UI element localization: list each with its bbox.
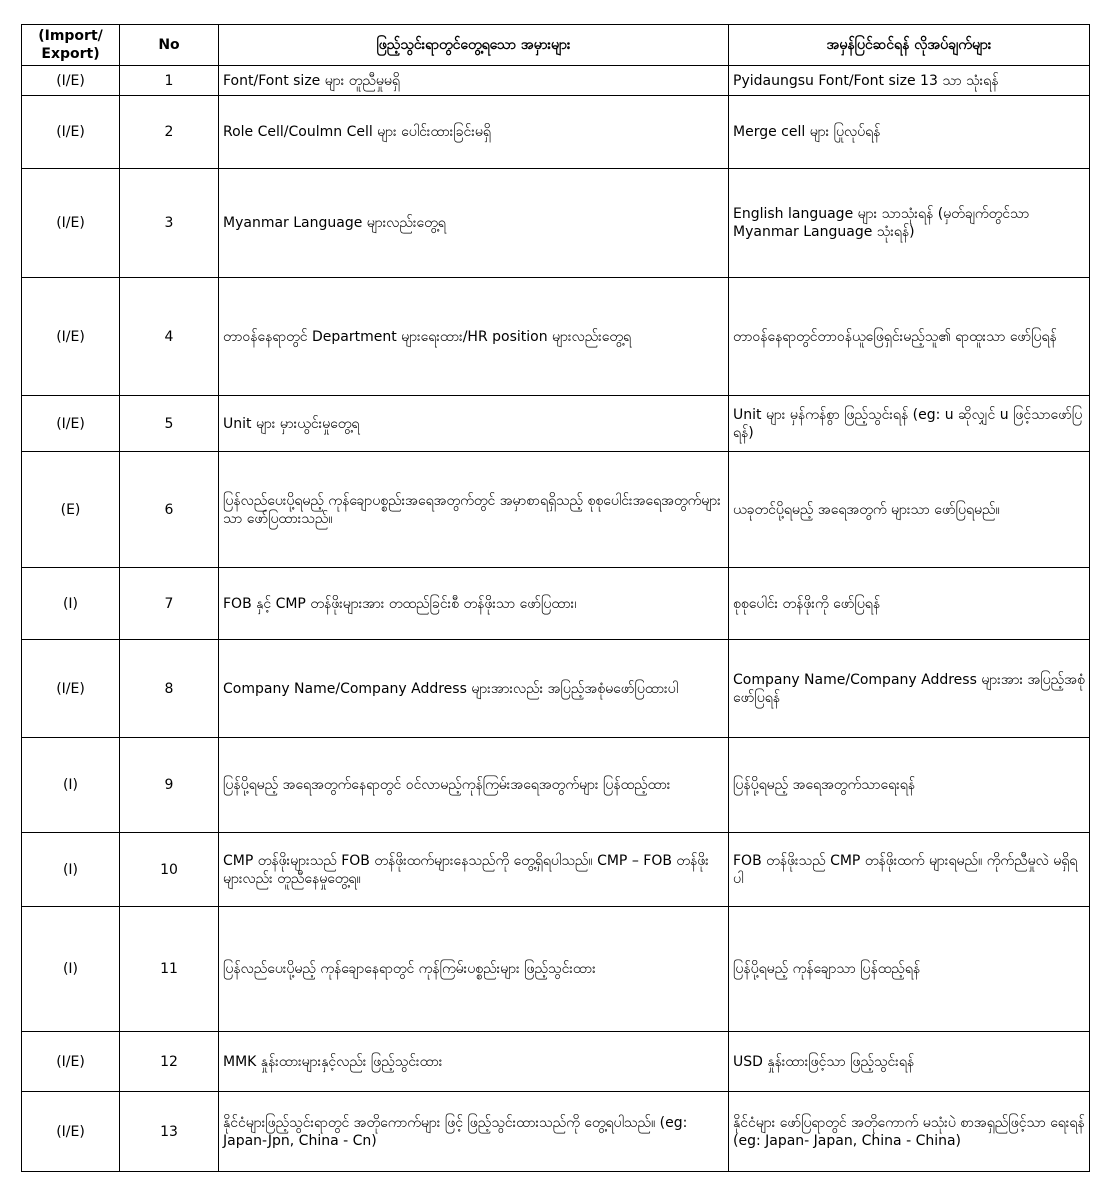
header-row	[22, 25, 1090, 66]
cell-fix: Company Name/Company Address များအား အပြည့်အစုံ ဖော်ပြရန်	[729, 640, 1090, 738]
cell-type: (I/E)	[22, 640, 120, 738]
cell-fix: FOB တန်ဖိုးသည် CMP တန်ဖိုးထက် များရမည်။ ကိုက်ညီမှုလဲ မရှိရပါ	[729, 833, 1090, 907]
cell-fix: Merge cell များ ပြုလုပ်ရန်	[729, 96, 1090, 169]
cell-type: (I/E)	[22, 396, 120, 452]
cell-type: (I/E)	[22, 66, 120, 96]
cell-issue: ပြန်လည်ပေးပို့မည့် ကုန်ချောနေရာတွင် ကုန်ကြမ်းပစ္စည်းများ ဖြည့်သွင်းထား	[219, 907, 729, 1032]
cell-fix: English language များ သာသုံးရန် (မှတ်ချက်တွင်သာ Myanmar Language သုံးရန်)	[729, 169, 1090, 278]
cell-issue: Unit များ မှားယွင်းမှုတွေ့ရ	[219, 396, 729, 452]
errors-table-container	[21, 24, 1090, 1172]
cell-no: 12	[120, 1032, 219, 1092]
cell-fix: USD နှုန်းထားဖြင့်သာ ဖြည့်သွင်းရန်	[729, 1032, 1090, 1092]
cell-issue: Font/Font size များ တူညီမှုမရှိ	[219, 66, 729, 96]
cell-type: (I)	[22, 738, 120, 833]
cell-no: 8	[120, 640, 219, 738]
header-import-export: (Import/ Export)	[22, 25, 120, 66]
errors-table	[21, 24, 1090, 1172]
cell-no: 1	[120, 66, 219, 96]
table-row	[22, 833, 1090, 907]
cell-issue: FOB နှင့် CMP တန်ဖိုးများအား တထည်ခြင်းစီ တန်ဖိုးသာ ဖော်ပြထား၊	[219, 568, 729, 640]
cell-fix: ပြန်ပို့ရမည့် အရေအတွက်သာရေးရန်	[729, 738, 1090, 833]
cell-no: 2	[120, 96, 219, 169]
table-row	[22, 96, 1090, 169]
cell-no: 3	[120, 169, 219, 278]
cell-issue: CMP တန်ဖိုးများသည် FOB တန်ဖိုးထက်များနေသည်ကို တွေ့ရှိရပါသည်။ CMP – FOB တန်ဖိုးများလည်း တူညီနေမှုတွေ့ရ။	[219, 833, 729, 907]
cell-fix: Unit များ မှန်ကန်စွာ ဖြည့်သွင်းရန် (eg: u ဆိုလျှင် u ဖြင့်သာဖော်ပြရန်)	[729, 396, 1090, 452]
header-fix: အမှန်ပြင်ဆင်ရန် လိုအပ်ချက်များ	[729, 25, 1090, 66]
cell-no: 13	[120, 1092, 219, 1172]
table-row	[22, 66, 1090, 96]
header-issue: ဖြည့်သွင်းရာတွင်တွေ့ရသော အမှားများ	[219, 25, 729, 66]
cell-fix: Pyidaungsu Font/Font size 13 သာ သုံးရန်	[729, 66, 1090, 96]
table-row	[22, 169, 1090, 278]
table-row	[22, 1092, 1090, 1172]
table-row	[22, 640, 1090, 738]
cell-fix: တာဝန်နေရာတွင်တာဝန်ယူဖြေရှင်းမည့်သူ၏ ရာထူးသာ ဖော်ပြရန်	[729, 278, 1090, 396]
cell-type: (I)	[22, 833, 120, 907]
cell-issue: Myanmar Language များလည်းတွေ့ရ	[219, 169, 729, 278]
table-row	[22, 1032, 1090, 1092]
table-row	[22, 396, 1090, 452]
cell-no: 4	[120, 278, 219, 396]
cell-fix: နိုင်ငံများ ဖော်ပြရာတွင် အတိုကောက် မသုံးပဲ စာအရှည်ဖြင့်သာ ရေးရန် (eg: Japan- Japan, China - China)	[729, 1092, 1090, 1172]
table-row	[22, 907, 1090, 1032]
cell-type: (I/E)	[22, 96, 120, 169]
cell-no: 9	[120, 738, 219, 833]
cell-type: (I)	[22, 568, 120, 640]
header-no: No	[120, 25, 219, 66]
cell-issue: Company Name/Company Address များအားလည်း အပြည့်အစုံမဖော်ပြထားပါ	[219, 640, 729, 738]
cell-no: 7	[120, 568, 219, 640]
cell-type: (I/E)	[22, 278, 120, 396]
cell-issue: MMK နှုန်းထားများနှင့်လည်း ဖြည့်သွင်းထား	[219, 1032, 729, 1092]
cell-type: (I/E)	[22, 1092, 120, 1172]
table-row	[22, 568, 1090, 640]
cell-fix: စုစုပေါင်း တန်ဖိုးကို ဖော်ပြရန်	[729, 568, 1090, 640]
cell-issue: တာဝန်နေရာတွင် Department များရေးထား/HR position များလည်းတွေ့ရ	[219, 278, 729, 396]
cell-type: (E)	[22, 452, 120, 568]
cell-issue: နိုင်ငံများဖြည့်သွင်းရာတွင် အတိုကောက်များ ဖြင့် ဖြည့်သွင်းထားသည်ကို တွေ့ရပါသည်။ (eg: Japan-Jpn, China - Cn)	[219, 1092, 729, 1172]
cell-fix: ပြန်ပို့ရမည့် ကုန်ချောသာ ပြန်ထည့်ရန်	[729, 907, 1090, 1032]
cell-issue: ပြန်ပို့ရမည့် အရေအတွက်နေရာတွင် ဝင်လာမည့်ကုန်ကြမ်းအရေအတွက်များ ပြန်ထည့်ထား	[219, 738, 729, 833]
cell-fix: ယခုတင်ပို့ရမည့် အရေအတွက် များသာ ဖော်ပြရမည်။	[729, 452, 1090, 568]
cell-issue: ပြန်လည်ပေးပို့ရမည့် ကုန်ချောပစ္စည်းအရေအတွက်တွင် အမှာစာရရှိသည့် စုစုပေါင်းအရေအတွက်များသာ ဖော်ပြထားသည်။	[219, 452, 729, 568]
cell-no: 10	[120, 833, 219, 907]
cell-issue: Role Cell/Coulmn Cell များ ပေါင်းထားခြင်းမရှိ	[219, 96, 729, 169]
table-row	[22, 738, 1090, 833]
cell-type: (I/E)	[22, 169, 120, 278]
cell-type: (I)	[22, 907, 120, 1032]
cell-type: (I/E)	[22, 1032, 120, 1092]
cell-no: 5	[120, 396, 219, 452]
table-row	[22, 278, 1090, 396]
cell-no: 11	[120, 907, 219, 1032]
table-row	[22, 452, 1090, 568]
cell-no: 6	[120, 452, 219, 568]
